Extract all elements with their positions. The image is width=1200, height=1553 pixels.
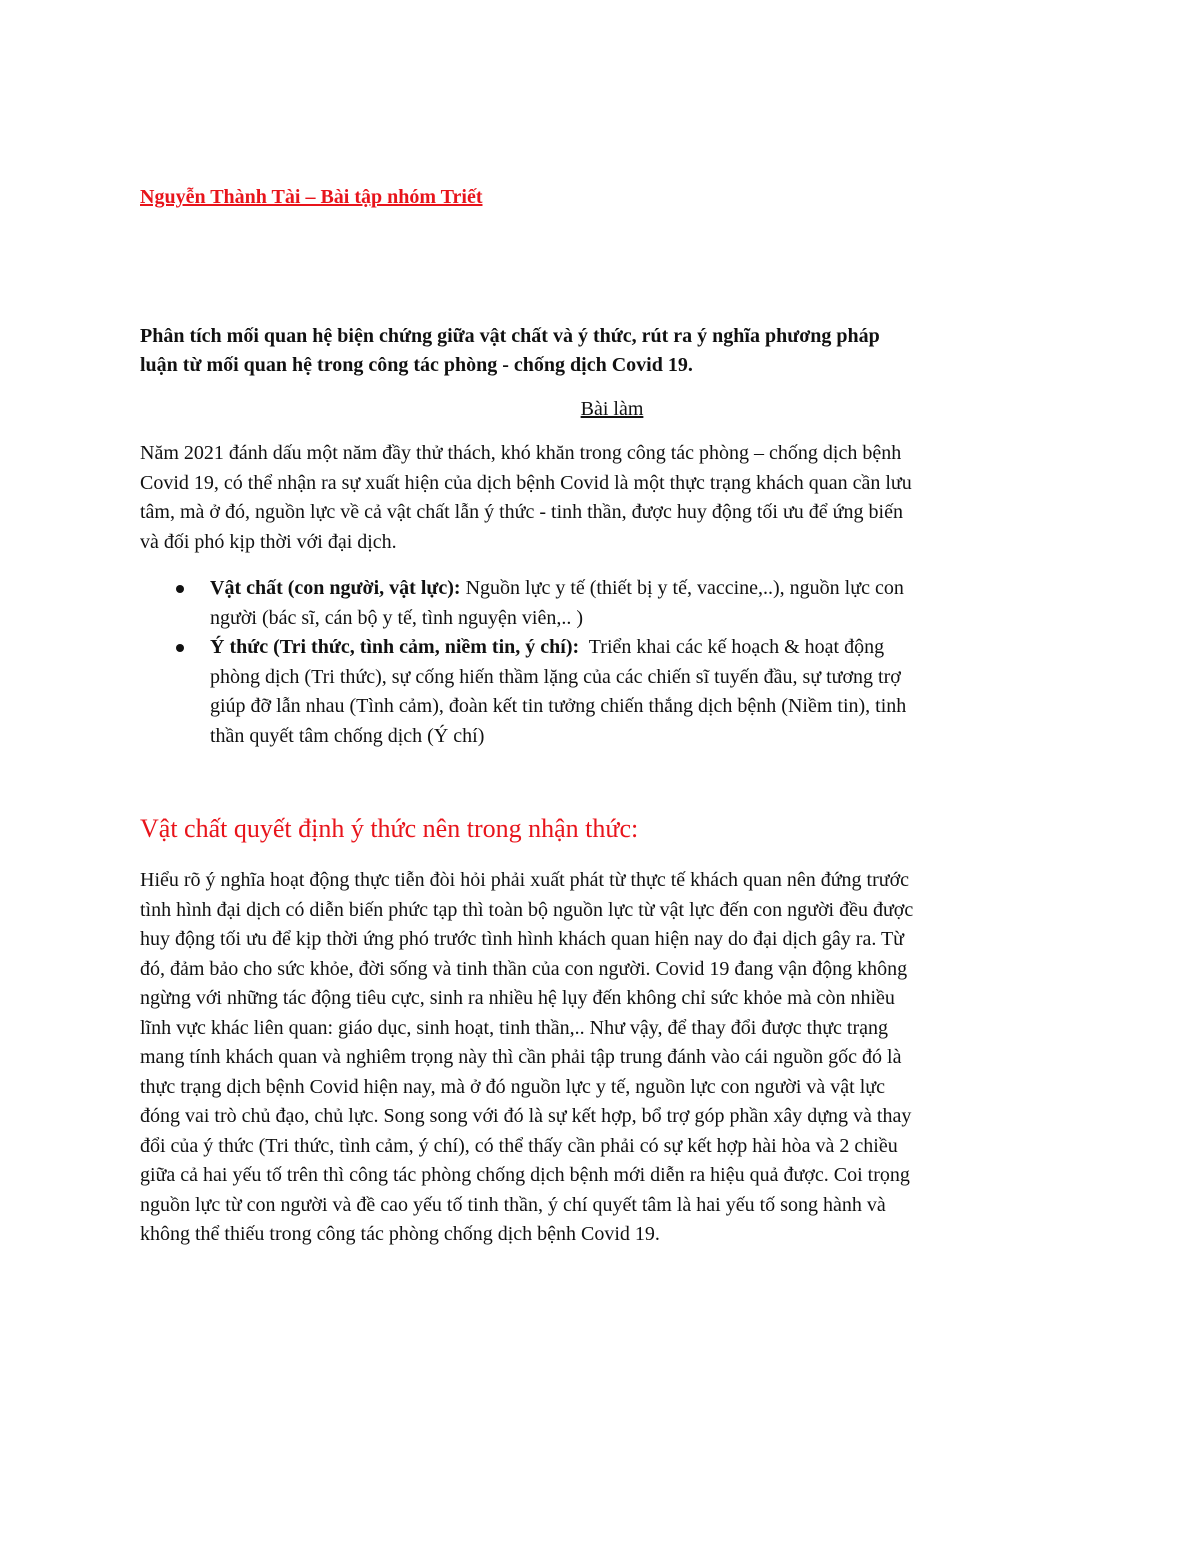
question-line: luận từ mối quan hệ trong công tác phòng - chống dịch Covid 19. xyxy=(140,354,693,376)
paragraph-line: ngừng với những tác động tiêu cực, sinh ra nhiều hệ lụy đến không chỉ sức khỏe mà còn nhiều xyxy=(140,987,895,1009)
list-item xyxy=(140,574,1060,633)
paragraph-line: giữa cả hai yếu tố trên thì công tác phòng chống dịch bệnh mới diễn ra hiệu quả được. Coi trọng xyxy=(140,1164,910,1186)
list-item-label: Ý thức (Tri thức, tình cảm, niềm tin, ý chí): xyxy=(210,636,580,658)
list-item-first-line xyxy=(210,574,1060,604)
list-item-first-line xyxy=(210,633,1060,663)
paragraph-line: và đối phó kịp thời với đại dịch. xyxy=(140,530,397,553)
question-line: Phân tích mối quan hệ biện chứng giữa vật chất và ý thức, rút ra ý nghĩa phương pháp xyxy=(140,325,880,347)
intro-paragraph xyxy=(140,439,912,557)
paragraph-line: tâm, mà ở đó, nguồn lực về cả vật chất lẫn ý thức - tinh thần, được huy động tối ưu để ứng biến xyxy=(140,501,903,523)
paragraph-line: Hiểu rõ ý nghĩa hoạt động thực tiễn đòi hỏi phải xuất phát từ thực tế khách quan nên đứng trước xyxy=(140,869,910,891)
paragraph-line: Năm 2021 đánh dấu một năm đầy thử thách, khó khăn trong công tác phòng – chống dịch bệnh xyxy=(140,442,902,464)
section-heading: Vật chất quyết định ý thức nên trong nhận thức: xyxy=(140,814,639,843)
paragraph-line: không thể thiếu trong công tác phòng chống dịch bệnh Covid 19. xyxy=(140,1223,660,1245)
paragraph-line: thực trạng dịch bệnh Covid hiện nay, mà ở đó nguồn lực y tế, nguồn lực con người và vật lực xyxy=(140,1075,886,1098)
body-paragraph xyxy=(140,866,913,1250)
list-item-line: giúp đỡ lẫn nhau (Tình cảm), đoàn kết tin tưởng chiến thắng dịch bệnh (Niềm tin), tinh xyxy=(210,695,907,717)
list-item-text: Nguồn lực y tế (thiết bị y tế, vaccine,..), nguồn lực con xyxy=(460,577,904,599)
list-item-line: người (bác sĩ, cán bộ y tế, tình nguyện viên,.. ) xyxy=(210,606,583,629)
bullet-list xyxy=(140,574,1060,751)
paragraph-line: đóng vai trò chủ đạo, chủ lực. Song song với đó là sự kết hợp, bổ trợ góp phần xây dựng và thay xyxy=(140,1105,912,1127)
bullet-dot-icon xyxy=(176,644,184,652)
author-title: Nguyễn Thành Tài – Bài tập nhóm Triết xyxy=(140,186,483,208)
answer-heading: Bài làm xyxy=(580,398,644,420)
paragraph-line: mang tính khách quan và nghiêm trọng này thì cần phải tập trung đánh vào cái nguồn gốc đó là xyxy=(140,1046,902,1068)
paragraph-line: huy động tối ưu để kịp thời ứng phó trước tình hình khách quan hiện nay do đại dịch gây ra. Từ xyxy=(140,928,905,950)
paragraph-line: tình hình đại dịch có diễn biến phức tạp thì toàn bộ nguồn lực từ vật lực đến con người đều được xyxy=(140,898,914,921)
paragraph-line: lĩnh vực khác liên quan: giáo dục, sinh hoạt, tinh thần,.. Như vậy, để thay đổi được thực trạng xyxy=(140,1016,889,1039)
paragraph-line: nguồn lực từ con người và đề cao yếu tố tinh thần, ý chí quyết tâm là hai yếu tố song hành và xyxy=(140,1193,886,1216)
assignment-question xyxy=(140,322,1040,380)
bullet-dot-icon xyxy=(176,585,184,593)
list-item-line: phòng dịch (Tri thức), sự cống hiến thầm lặng của các chiến sĩ tuyến đầu, sự tương trợ xyxy=(210,665,901,688)
list-item-label: Vật chất (con người, vật lực): xyxy=(210,577,461,599)
list-item-text: Triển khai các kế hoạch & hoạt động xyxy=(579,636,885,658)
paragraph-line: đó, đảm bảo cho sức khỏe, đời sống và tinh thần của con người. Covid 19 đang vận động không xyxy=(140,957,908,980)
paragraph-line: đổi của ý thức (Tri thức, tình cảm, ý chí), có thể thấy cần phải có sự kết hợp hài hòa và 2 chiều xyxy=(140,1134,898,1157)
list-item xyxy=(140,633,1060,751)
list-item-line: thần quyết tâm chống dịch (Ý chí) xyxy=(210,724,485,747)
paragraph-line: Covid 19, có thể nhận ra sự xuất hiện của dịch bệnh Covid là một thực trạng khách quan cần lưu xyxy=(140,471,912,494)
